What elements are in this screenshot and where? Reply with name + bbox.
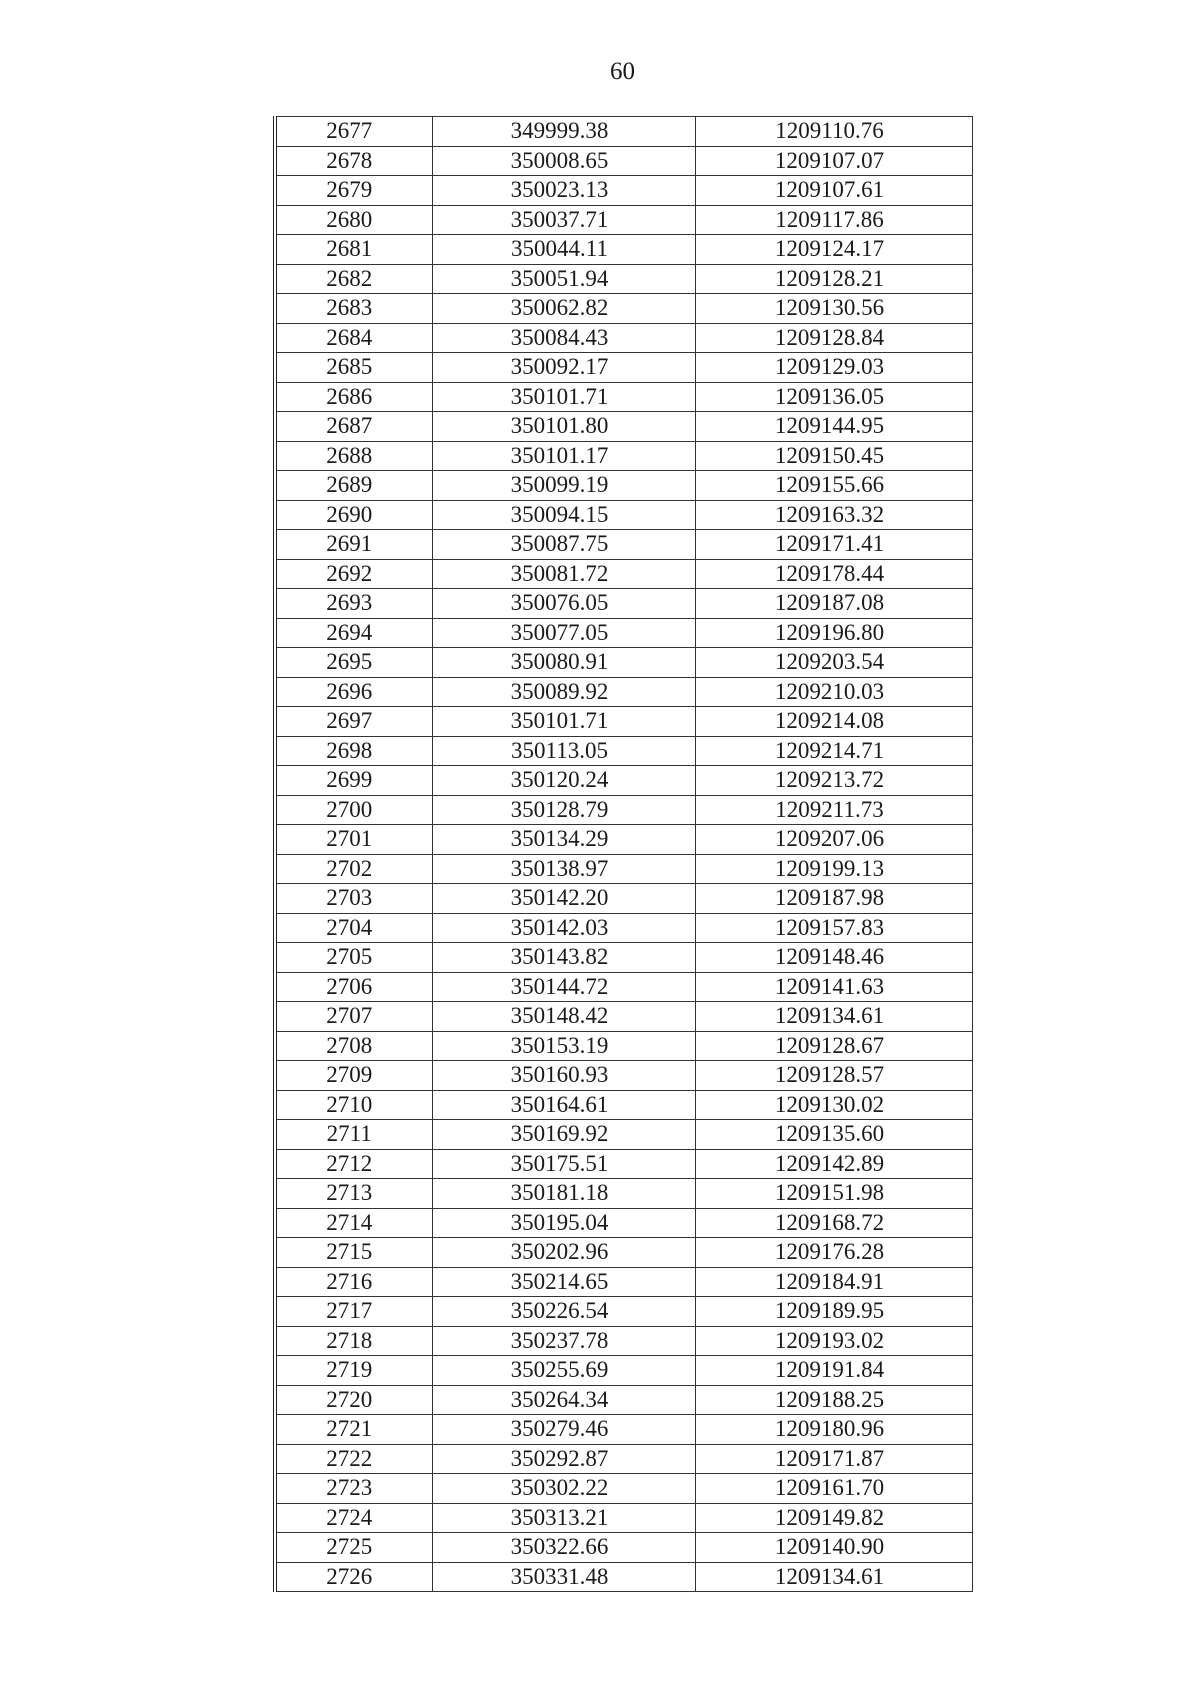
x-coordinate-cell: 350202.96	[432, 1238, 695, 1268]
table-row	[275, 323, 972, 353]
y-coordinate-cell: 1209136.05	[695, 382, 972, 412]
y-coordinate-cell: 1209213.72	[695, 766, 972, 796]
table-row	[275, 1267, 972, 1297]
y-coordinate-cell: 1209130.02	[695, 1090, 972, 1120]
table-row	[275, 1179, 972, 1209]
point-number-cell: 2717	[275, 1297, 432, 1327]
x-coordinate-cell: 350062.82	[432, 294, 695, 324]
x-coordinate-cell: 350094.15	[432, 500, 695, 530]
y-coordinate-cell: 1209193.02	[695, 1326, 972, 1356]
point-number-cell: 2678	[275, 146, 432, 176]
point-number-cell: 2693	[275, 589, 432, 619]
table-row	[275, 294, 972, 324]
table-row	[275, 1444, 972, 1474]
table-row	[275, 559, 972, 589]
y-coordinate-cell: 1209168.72	[695, 1208, 972, 1238]
table-row	[275, 353, 972, 383]
table-row	[275, 1090, 972, 1120]
point-number-cell: 2696	[275, 677, 432, 707]
point-number-cell: 2692	[275, 559, 432, 589]
table-row	[275, 1415, 972, 1445]
y-coordinate-cell: 1209134.61	[695, 1002, 972, 1032]
y-coordinate-cell: 1209130.56	[695, 294, 972, 324]
y-coordinate-cell: 1209199.13	[695, 854, 972, 884]
y-coordinate-cell: 1209191.84	[695, 1356, 972, 1386]
point-number-cell: 2697	[275, 707, 432, 737]
point-number-cell: 2684	[275, 323, 432, 353]
table-row	[275, 471, 972, 501]
point-number-cell: 2722	[275, 1444, 432, 1474]
table-row	[275, 972, 972, 1002]
point-number-cell: 2686	[275, 382, 432, 412]
x-coordinate-cell: 350195.04	[432, 1208, 695, 1238]
x-coordinate-cell: 350313.21	[432, 1503, 695, 1533]
x-coordinate-cell: 350101.71	[432, 382, 695, 412]
x-coordinate-cell: 350081.72	[432, 559, 695, 589]
table-row	[275, 1503, 972, 1533]
point-number-cell: 2723	[275, 1474, 432, 1504]
point-number-cell: 2716	[275, 1267, 432, 1297]
x-coordinate-cell: 350169.92	[432, 1120, 695, 1150]
x-coordinate-cell: 350143.82	[432, 943, 695, 973]
point-number-cell: 2698	[275, 736, 432, 766]
point-number-cell: 2715	[275, 1238, 432, 1268]
table-row	[275, 500, 972, 530]
x-coordinate-cell: 350264.34	[432, 1385, 695, 1415]
table-row	[275, 117, 972, 147]
y-coordinate-cell: 1209128.21	[695, 264, 972, 294]
y-coordinate-cell: 1209141.63	[695, 972, 972, 1002]
y-coordinate-cell: 1209129.03	[695, 353, 972, 383]
x-coordinate-cell: 350144.72	[432, 972, 695, 1002]
table-row	[275, 1474, 972, 1504]
x-coordinate-cell: 350148.42	[432, 1002, 695, 1032]
page-number: 60	[610, 58, 635, 85]
point-number-cell: 2700	[275, 795, 432, 825]
y-coordinate-cell: 1209176.28	[695, 1238, 972, 1268]
table-row	[275, 1238, 972, 1268]
table-row	[275, 736, 972, 766]
y-coordinate-cell: 1209203.54	[695, 648, 972, 678]
table-row	[275, 913, 972, 943]
table-row	[275, 1562, 972, 1592]
x-coordinate-cell: 350113.05	[432, 736, 695, 766]
x-coordinate-cell: 350128.79	[432, 795, 695, 825]
y-coordinate-cell: 1209144.95	[695, 412, 972, 442]
point-number-cell: 2691	[275, 530, 432, 560]
table-row	[275, 825, 972, 855]
x-coordinate-cell: 350331.48	[432, 1562, 695, 1592]
x-coordinate-cell: 349999.38	[432, 117, 695, 147]
y-coordinate-cell: 1209196.80	[695, 618, 972, 648]
x-coordinate-cell: 350279.46	[432, 1415, 695, 1445]
table-row	[275, 1356, 972, 1386]
table-row	[275, 382, 972, 412]
y-coordinate-cell: 1209171.87	[695, 1444, 972, 1474]
x-coordinate-cell: 350084.43	[432, 323, 695, 353]
point-number-cell: 2677	[275, 117, 432, 147]
y-coordinate-cell: 1209214.08	[695, 707, 972, 737]
point-number-cell: 2708	[275, 1031, 432, 1061]
y-coordinate-cell: 1209117.86	[695, 205, 972, 235]
y-coordinate-cell: 1209189.95	[695, 1297, 972, 1327]
x-coordinate-cell: 350322.66	[432, 1533, 695, 1563]
table-row	[275, 176, 972, 206]
point-number-cell: 2725	[275, 1533, 432, 1563]
y-coordinate-cell: 1209187.98	[695, 884, 972, 914]
table-row	[275, 530, 972, 560]
x-coordinate-cell: 350099.19	[432, 471, 695, 501]
table-row	[275, 205, 972, 235]
table-row	[275, 1120, 972, 1150]
table-row	[275, 1385, 972, 1415]
point-number-cell: 2679	[275, 176, 432, 206]
point-number-cell: 2726	[275, 1562, 432, 1592]
point-number-cell: 2711	[275, 1120, 432, 1150]
x-coordinate-cell: 350101.71	[432, 707, 695, 737]
x-coordinate-cell: 350092.17	[432, 353, 695, 383]
y-coordinate-cell: 1209163.32	[695, 500, 972, 530]
table-row	[275, 766, 972, 796]
y-coordinate-cell: 1209128.67	[695, 1031, 972, 1061]
point-number-cell: 2695	[275, 648, 432, 678]
point-number-cell: 2690	[275, 500, 432, 530]
y-coordinate-cell: 1209140.90	[695, 1533, 972, 1563]
x-coordinate-cell: 350044.11	[432, 235, 695, 265]
x-coordinate-cell: 350302.22	[432, 1474, 695, 1504]
x-coordinate-cell: 350101.17	[432, 441, 695, 471]
x-coordinate-cell: 350087.75	[432, 530, 695, 560]
point-number-cell: 2724	[275, 1503, 432, 1533]
y-coordinate-cell: 1209128.57	[695, 1061, 972, 1091]
point-number-cell: 2713	[275, 1179, 432, 1209]
table-row	[275, 795, 972, 825]
table-row	[275, 1031, 972, 1061]
x-coordinate-cell: 350037.71	[432, 205, 695, 235]
point-number-cell: 2688	[275, 441, 432, 471]
y-coordinate-cell: 1209107.07	[695, 146, 972, 176]
x-coordinate-cell: 350142.03	[432, 913, 695, 943]
y-coordinate-cell: 1209171.41	[695, 530, 972, 560]
table-row	[275, 264, 972, 294]
table-row	[275, 648, 972, 678]
point-number-cell: 2683	[275, 294, 432, 324]
y-coordinate-cell: 1209150.45	[695, 441, 972, 471]
x-coordinate-cell: 350008.65	[432, 146, 695, 176]
coordinates-table-body	[275, 117, 972, 1592]
x-coordinate-cell: 350226.54	[432, 1297, 695, 1327]
point-number-cell: 2706	[275, 972, 432, 1002]
y-coordinate-cell: 1209110.76	[695, 117, 972, 147]
table-row	[275, 412, 972, 442]
point-number-cell: 2687	[275, 412, 432, 442]
point-number-cell: 2714	[275, 1208, 432, 1238]
x-coordinate-cell: 350120.24	[432, 766, 695, 796]
table-row	[275, 235, 972, 265]
x-coordinate-cell: 350237.78	[432, 1326, 695, 1356]
table-row	[275, 943, 972, 973]
y-coordinate-cell: 1209148.46	[695, 943, 972, 973]
table-row	[275, 707, 972, 737]
table-row	[275, 589, 972, 619]
y-coordinate-cell: 1209161.70	[695, 1474, 972, 1504]
point-number-cell: 2703	[275, 884, 432, 914]
table-row	[275, 146, 972, 176]
table-row	[275, 1208, 972, 1238]
table-row	[275, 1061, 972, 1091]
y-coordinate-cell: 1209124.17	[695, 235, 972, 265]
x-coordinate-cell: 350076.05	[432, 589, 695, 619]
y-coordinate-cell: 1209107.61	[695, 176, 972, 206]
point-number-cell: 2710	[275, 1090, 432, 1120]
table-row	[275, 1149, 972, 1179]
y-coordinate-cell: 1209211.73	[695, 795, 972, 825]
y-coordinate-cell: 1209210.03	[695, 677, 972, 707]
point-number-cell: 2709	[275, 1061, 432, 1091]
x-coordinate-cell: 350153.19	[432, 1031, 695, 1061]
point-number-cell: 2719	[275, 1356, 432, 1386]
x-coordinate-cell: 350255.69	[432, 1356, 695, 1386]
y-coordinate-cell: 1209151.98	[695, 1179, 972, 1209]
point-number-cell: 2681	[275, 235, 432, 265]
x-coordinate-cell: 350101.80	[432, 412, 695, 442]
point-number-cell: 2694	[275, 618, 432, 648]
point-number-cell: 2720	[275, 1385, 432, 1415]
y-coordinate-cell: 1209157.83	[695, 913, 972, 943]
x-coordinate-cell: 350023.13	[432, 176, 695, 206]
y-coordinate-cell: 1209207.06	[695, 825, 972, 855]
table-row	[275, 441, 972, 471]
x-coordinate-cell: 350077.05	[432, 618, 695, 648]
x-coordinate-cell: 350080.91	[432, 648, 695, 678]
y-coordinate-cell: 1209188.25	[695, 1385, 972, 1415]
point-number-cell: 2699	[275, 766, 432, 796]
x-coordinate-cell: 350160.93	[432, 1061, 695, 1091]
y-coordinate-cell: 1209149.82	[695, 1503, 972, 1533]
table-row	[275, 884, 972, 914]
y-coordinate-cell: 1209128.84	[695, 323, 972, 353]
table-row	[275, 1002, 972, 1032]
point-number-cell: 2685	[275, 353, 432, 383]
y-coordinate-cell: 1209178.44	[695, 559, 972, 589]
point-number-cell: 2721	[275, 1415, 432, 1445]
x-coordinate-cell: 350134.29	[432, 825, 695, 855]
point-number-cell: 2701	[275, 825, 432, 855]
point-number-cell: 2718	[275, 1326, 432, 1356]
point-number-cell: 2707	[275, 1002, 432, 1032]
y-coordinate-cell: 1209142.89	[695, 1149, 972, 1179]
y-coordinate-cell: 1209135.60	[695, 1120, 972, 1150]
y-coordinate-cell: 1209184.91	[695, 1267, 972, 1297]
table-row	[275, 1326, 972, 1356]
coordinates-table	[273, 116, 973, 1592]
y-coordinate-cell: 1209134.61	[695, 1562, 972, 1592]
point-number-cell: 2702	[275, 854, 432, 884]
point-number-cell: 2680	[275, 205, 432, 235]
x-coordinate-cell: 350175.51	[432, 1149, 695, 1179]
point-number-cell: 2712	[275, 1149, 432, 1179]
x-coordinate-cell: 350089.92	[432, 677, 695, 707]
point-number-cell: 2682	[275, 264, 432, 294]
y-coordinate-cell: 1209180.96	[695, 1415, 972, 1445]
y-coordinate-cell: 1209187.08	[695, 589, 972, 619]
point-number-cell: 2704	[275, 913, 432, 943]
table-row	[275, 677, 972, 707]
table-row	[275, 1533, 972, 1563]
y-coordinate-cell: 1209214.71	[695, 736, 972, 766]
point-number-cell: 2705	[275, 943, 432, 973]
y-coordinate-cell: 1209155.66	[695, 471, 972, 501]
table-row	[275, 854, 972, 884]
x-coordinate-cell: 350164.61	[432, 1090, 695, 1120]
x-coordinate-cell: 350138.97	[432, 854, 695, 884]
x-coordinate-cell: 350292.87	[432, 1444, 695, 1474]
table-row	[275, 1297, 972, 1327]
point-number-cell: 2689	[275, 471, 432, 501]
x-coordinate-cell: 350142.20	[432, 884, 695, 914]
x-coordinate-cell: 350181.18	[432, 1179, 695, 1209]
x-coordinate-cell: 350214.65	[432, 1267, 695, 1297]
x-coordinate-cell: 350051.94	[432, 264, 695, 294]
table-row	[275, 618, 972, 648]
